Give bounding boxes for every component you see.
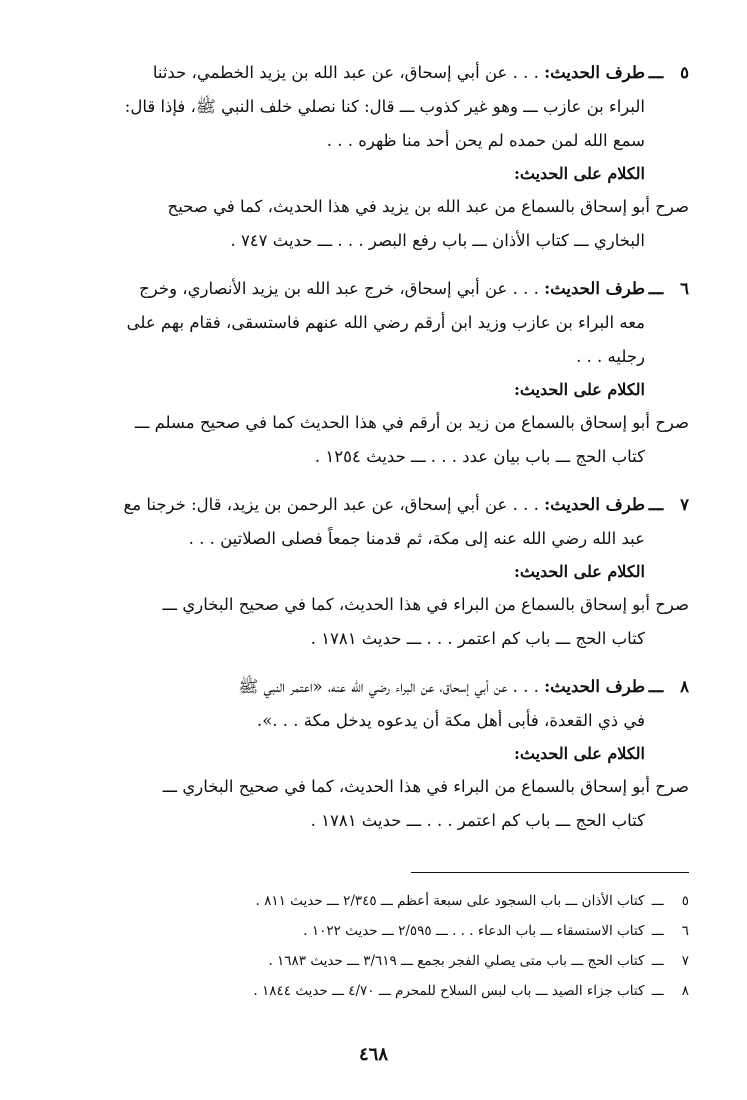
footnote-separator: ـــ bbox=[651, 983, 664, 999]
discussion-line: كتاب الحج ـــ باب كم اعتمر . . . ـــ حديث ١٧٨١ . bbox=[310, 811, 645, 830]
footnote-separator: ـــ bbox=[651, 893, 664, 909]
entry-separator: ـــ bbox=[648, 495, 664, 514]
entry-number: ٨ bbox=[680, 677, 689, 696]
footnote-number: ٦ bbox=[681, 923, 689, 939]
entry-number: ٧ bbox=[680, 495, 689, 514]
entry-label: طرف الحديث: bbox=[544, 677, 645, 696]
entry-first-line bbox=[34, 488, 689, 522]
discussion-line: كتاب الحج ـــ باب كم اعتمر . . . ـــ حديث ١٧٨١ . bbox=[310, 629, 645, 648]
entry-line: معه البراء بن عازب وزيد ابن أرقم رضي الله عنهم فاستسقى، فقام بهم على bbox=[126, 313, 645, 332]
footnote-item bbox=[200, 916, 689, 946]
entry-label: طرف الحديث: bbox=[544, 495, 645, 514]
hadith-entry-6 bbox=[34, 272, 689, 474]
entry-first-line-text: . . . عن أبي إسحاق، عن عبد الرحمن بن يزيد، قال: خرجنا مع bbox=[123, 495, 545, 514]
entry-separator: ـــ bbox=[648, 279, 664, 298]
entry-label: طرف الحديث: bbox=[544, 279, 645, 298]
footnote-text: كتاب الأذان ـــ باب السجود على سبعة أعظم ـــ ٢/٣٤٥ ـــ حديث ٨١١ . bbox=[255, 893, 645, 909]
entry-label: طرف الحديث: bbox=[544, 63, 645, 82]
discussion-line: صرح أبو إسحاق بالسماع من البراء في هذا الحديث، كما في صحيح البخاري ـــ bbox=[162, 777, 689, 796]
footnote-item bbox=[200, 976, 689, 1006]
discussion-line: صرح أبو إسحاق بالسماع من البراء في هذا الحديث، كما في صحيح البخاري ـــ bbox=[162, 595, 689, 614]
discussion-heading: الكلام على الحديث: bbox=[513, 562, 645, 581]
entry-separator: ـــ bbox=[648, 677, 664, 696]
entry-separator: ـــ bbox=[648, 63, 664, 82]
hadith-entry-8 bbox=[34, 670, 689, 838]
hadith-entry-7 bbox=[34, 488, 689, 656]
entry-number: ٦ bbox=[680, 279, 689, 298]
footnote-item bbox=[200, 946, 689, 976]
footnote-divider bbox=[411, 872, 689, 873]
footnote-text: كتاب جزاء الصيد ـــ باب لبس السلاح للمحرم ـــ ٤/٧٠ ـــ حديث ١٨٤٤ . bbox=[253, 983, 645, 999]
footnote-number: ٧ bbox=[681, 953, 689, 969]
entry-first-line bbox=[34, 670, 689, 704]
entry-line: البراء بن عازب ـــ وهو غير كذوب ـــ قال: كنا نصلي خلف النبي ﷺ، فإذا قال: bbox=[124, 97, 645, 116]
entry-first-line bbox=[34, 56, 689, 90]
discussion-heading: الكلام على الحديث: bbox=[513, 380, 645, 399]
entry-line: سمع الله لمن حمده لم يحن أحد منا ظهره . . . bbox=[326, 131, 645, 150]
entry-number: ٥ bbox=[680, 63, 689, 82]
hadith-entry-5 bbox=[34, 56, 689, 258]
entry-first-line bbox=[34, 272, 689, 306]
entry-line: عبد الله رضي الله عنه إلى مكة، ثم قدمنا جمعاً فصلى الصلاتين . . . bbox=[188, 529, 645, 548]
footnote-number: ٨ bbox=[681, 983, 689, 999]
discussion-line: صرح أبو إسحاق بالسماع من عبد الله بن يزيد في هذا الحديث، كما في صحيح bbox=[167, 197, 689, 216]
discussion-line: صرح أبو إسحاق بالسماع من زيد بن أرقم في هذا الحديث كما في صحيح مسلم ـــ bbox=[134, 413, 689, 432]
footnote-text: كتاب الاستسقاء ـــ باب الدعاء . . . ـــ ٢/٥٩٥ ـــ حديث ١٠٢٢ . bbox=[303, 923, 645, 939]
discussion-line: البخاري ـــ كتاب الأذان ـــ باب رفع البصر . . . ـــ حديث ٧٤٧ . bbox=[230, 231, 645, 250]
footnote-separator: ـــ bbox=[651, 923, 664, 939]
page-number: ٤٦٨ bbox=[358, 1044, 388, 1065]
footnote-text: كتاب الحج ـــ باب متى يصلي الفجر بجمع ـــ ٣/٦١٩ ـــ حديث ١٦٨٣ . bbox=[268, 953, 645, 969]
discussion-line: كتاب الحج ـــ باب بيان عدد . . . ـــ حديث ١٢٥٤ . bbox=[314, 447, 645, 466]
footnote-item bbox=[200, 886, 689, 916]
entry-first-line-text: . . . عن أبي إسحاق، عن البراء رضي الله عنه، «اعتمر النبي ﷺ bbox=[238, 677, 545, 696]
entry-first-line-text: . . . عن أبي إسحاق، خرج عبد الله بن يزيد الأنصاري، وخرج bbox=[139, 279, 545, 298]
discussion-heading: الكلام على الحديث: bbox=[513, 164, 645, 183]
footnote-number: ٥ bbox=[681, 893, 689, 909]
footnote-separator: ـــ bbox=[651, 953, 664, 969]
entry-line: رجليه . . . bbox=[576, 347, 645, 366]
discussion-heading: الكلام على الحديث: bbox=[513, 744, 645, 763]
page-body bbox=[34, 56, 689, 852]
entry-first-line-text: . . . عن أبي إسحاق، عن عبد الله بن يزيد الخطمي، حدثنا bbox=[152, 63, 545, 82]
footnotes bbox=[200, 886, 689, 1006]
entry-line: في ذي القعدة، فأبى أهل مكة أن يدعوه يدخل مكة . . .». bbox=[256, 711, 645, 730]
